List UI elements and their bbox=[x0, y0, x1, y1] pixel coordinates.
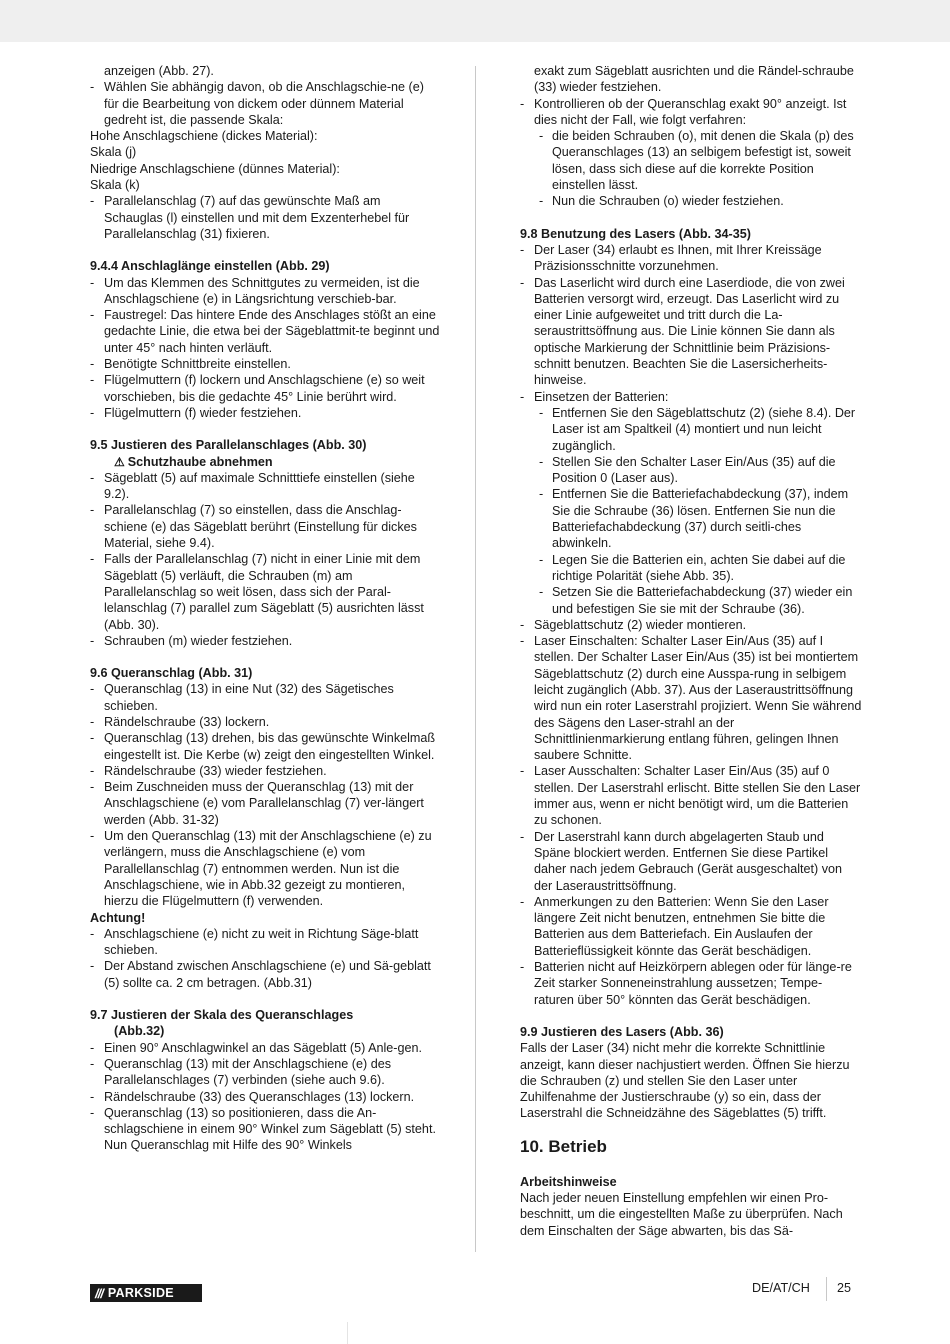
list-item: - Der Abstand zwischen Anschlagschiene (e) und Sä-geblatt (5) sollte ca. 2 cm betragen. (Abb.31) bbox=[90, 958, 440, 991]
section-heading: 9.9 Justieren des Lasers (Abb. 36) bbox=[520, 1024, 724, 1039]
bold-note: Achtung! bbox=[90, 910, 146, 925]
list-item: - Laser Ausschalten: Schalter Laser Ein/Aus (35) auf 0 stellen. Der Laserstrahl erlischt. Bitte stellen Sie den Laser immer aus, wenn er nicht benötigt wird, um die Batterien zu schonen. bbox=[520, 763, 862, 828]
paragraph: Nach jeder neuen Einstellung empfehlen wir einen Pro-beschnitt, um die eingestellten Maße zu überprüfen. Nach dem Einschalten der Säge abwarten, bis das Sä- bbox=[520, 1191, 843, 1238]
sub-list-item: - Legen Sie die Batterien ein, achten Sie dabei auf die richtige Polarität (siehe Abb. 35). bbox=[520, 552, 862, 585]
list-item: - Parallelanschlag (7) so einstellen, dass die Anschlag-schiene (e) das Sägeblatt berührt (Einstellung für dickes Material, siehe 9.4). bbox=[90, 502, 440, 551]
list-item: - Queranschlag (13) so positionieren, dass die An-schlagschiene in einem 90° Winkel zum Sägeblatt (5) steht. Nun Queranschlag mit Hilfe des 90° Winkels bbox=[90, 1105, 440, 1154]
list-item: - Faustregel: Das hintere Ende des Anschlages stößt an eine gedachte Linie, die etwa bei der Sägeblattmit-te beginnt und unter 45° nach hinten verläuft. bbox=[90, 307, 440, 356]
list-item: - Der Laserstrahl kann durch abgelagerten Staub und Späne blockiert werden. Entfernen Sie diese Partikel daher nach jedem Gebrauch (Gerät ausgeschaltet) von der Laseraustrittsöffnung. bbox=[520, 829, 862, 894]
sub-list-item: - Entfernen Sie die Batteriefachabdeckung (37), indem Sie die Schraube (36) lösen. Entfernen Sie nun die Batteriefachabdeckung (37) durch seitli-ches abwinkeln. bbox=[520, 486, 862, 551]
chapter-heading: 10. Betrieb bbox=[520, 1136, 607, 1156]
list-item: - Um den Queranschlag (13) mit der Anschlagschiene (e) zu verlängern, muss die Anschlagschiene (e) vom Parallellanschlag (7) entnommen werden. Nun ist die Anschlagschiene, wie in Abb.32 gezeigt zu montieren, hierzu die Flügelmuttern (f) verwenden. bbox=[90, 828, 440, 909]
continued-text: exakt zum Sägeblatt ausrichten und die Rändel-schraube (33) wieder festziehen. bbox=[534, 64, 854, 95]
column-divider bbox=[475, 66, 476, 1252]
section-heading: 9.5 Justieren des Parallelanschlages (Abb. 30) bbox=[90, 438, 367, 453]
list-item: - Queranschlag (13) drehen, bis das gewünschte Winkelmaß eingestellt ist. Die Kerbe (w) zeigt den eingestellten Winkel. bbox=[90, 730, 440, 763]
list-item: - Anmerkungen zu den Batterien: Wenn Sie den Laser längere Zeit nicht benutzen, entnehmen Sie bitte die Batterien aus dem Batteriefach. Ein Auslaufen der Batterieflüssigkeit könnte das Gerät beschädigen. bbox=[520, 894, 862, 959]
footer-separator bbox=[826, 1277, 827, 1301]
list-item: - Das Laserlicht wird durch eine Laserdiode, die von zwei Batterien versorgt wird, erzeugt. Das Laserlicht wird zu einer Linie aufgeweitet und tritt durch die La-seraustrittsöffnung aus. Die Linie können Sie dann als optische Markierung der Schnittlinie beim Präzisions-schnitt benutzen. Beachten Sie die Lasersicherheits-hinweise. bbox=[520, 275, 862, 389]
logo-stripes: /// bbox=[95, 1285, 103, 1301]
list-item: - Beim Zuschneiden muss der Queranschlag (13) mit der Anschlagschiene (e) vom Parallelanschlag (7) ver-längert werden (Abb. 31-32) bbox=[90, 779, 440, 828]
list-item: - Queranschlag (13) in eine Nut (32) des Sägetisches schieben. bbox=[90, 681, 440, 714]
subheading: Arbeitshinweise bbox=[520, 1174, 617, 1189]
paragraph: Skala (j) bbox=[90, 145, 137, 160]
continued-text: anzeigen (Abb. 27). bbox=[104, 64, 214, 78]
list-item: - Um das Klemmen des Schnittgutes zu vermeiden, ist die Anschlagschiene (e) in Längsrichtung verschieb-bar. bbox=[90, 275, 440, 308]
section-heading: 9.8 Benutzung des Lasers (Abb. 34-35) bbox=[520, 226, 751, 241]
paragraph: Skala (k) bbox=[90, 178, 140, 193]
sub-list-item: - die beiden Schrauben (o), mit denen die Skala (p) des Queranschlages (13) an selbigem befestigt ist, soweit lösen, dass sich diese auf die korrekte Position einstellen lässt. bbox=[520, 128, 862, 193]
list-item: - Flügelmuttern (f) lockern und Anschlagschiene (e) so weit vorschieben, bis die gedachte 45° Linie berührt wird. bbox=[90, 372, 440, 405]
list-item: - Laser Einschalten: Schalter Laser Ein/Aus (35) auf I stellen. Der Schalter Laser Ein/Aus (35) ist bei montiertem Sägeblattschutz (2) durch eine Ausspa-rung in selbigem leicht zugänglich (Abb. 37). Aus der Laseraustrittsöffnung wird nun ein roter Laserstrahl projiziert. Wenn Sie während des Sägens den Laser-strahl an der Schnittlinienmarkierung entlang führen, gelingen Ihnen saubere Schnitte. bbox=[520, 633, 862, 763]
list-item: - Sägeblatt (5) auf maximale Schnitttiefe einstellen (siehe 9.2). bbox=[90, 470, 440, 503]
section-heading: 9.7 Justieren der Skala des Queranschlages bbox=[90, 1008, 354, 1023]
top-bar bbox=[0, 0, 950, 42]
footer-language: DE/AT/CH bbox=[752, 1281, 810, 1295]
list-item: - Queranschlag (13) mit der Anschlagschiene (e) des Parallelanschlages (7) verbinden (siehe auch 9.6). bbox=[90, 1056, 440, 1089]
list-item: - Wählen Sie abhängig davon, ob die Anschlagschie-ne (e) für die Bearbeitung von dickem oder dünnem Material gedreht ist, die passende Skala: bbox=[90, 79, 440, 128]
list-item: - Falls der Parallelanschlag (7) nicht in einer Linie mit dem Sägeblatt (5) verläuft, die Schrauben (m) am Parallelanschlag so weit lösen, dass sich der Paral-lelanschlag (7) parallel zum Sägeblatt (5) ausrichten lässt (Abb. 30). bbox=[90, 551, 440, 632]
list-item: - Parallelanschlag (7) auf das gewünschte Maß am Schauglas (l) einstellen und mit dem Exzenterhebel für Parallelanschlag (31) fixieren. bbox=[90, 193, 440, 242]
warning-icon: ⚠ bbox=[114, 454, 125, 469]
list-item: - Rändelschraube (33) des Queranschlages (13) lockern. bbox=[90, 1089, 440, 1105]
parkside-logo bbox=[90, 1284, 202, 1302]
list-item: - Batterien nicht auf Heizkörpern ablegen oder für länge-re Zeit starker Sonneneinstrahlung aussetzen; Tempe-raturen über 50° könnten das Gerät beschädigen. bbox=[520, 959, 862, 1008]
list-item: - Schrauben (m) wieder festziehen. bbox=[90, 633, 440, 649]
right-column bbox=[520, 63, 862, 1239]
list-item: - Einsetzen der Batterien: bbox=[520, 389, 862, 405]
list-item: - Rändelschraube (33) lockern. bbox=[90, 714, 440, 730]
paragraph: Falls der Laser (34) nicht mehr die korrekte Schnittlinie anzeigt, kann dieser nachjustiert werden. Öffnen Sie hierzu die Schrauben (z) und stellen Sie den Laser unter Zuhilfenahme der Justierschraube (y) so ein, dass der Laserstrahl die Schneidzähne des Sägeblattes (5) trifft. bbox=[520, 1041, 850, 1121]
list-item: - Anschlagschiene (e) nicht zu weit in Richtung Säge-blatt schieben. bbox=[90, 926, 440, 959]
sub-list-item: - Entfernen Sie den Sägeblattschutz (2) (siehe 8.4). Der Laser ist am Spaltkeil (4) montiert und nun leicht zugänglich. bbox=[520, 405, 862, 454]
list-item: - Benötigte Schnittbreite einstellen. bbox=[90, 356, 440, 372]
page-number: 25 bbox=[837, 1281, 852, 1295]
section-heading: 9.6 Queranschlag (Abb. 31) bbox=[90, 666, 253, 681]
list-item: - Sägeblattschutz (2) wieder montieren. bbox=[520, 617, 862, 633]
list-item: - Der Laser (34) erlaubt es Ihnen, mit Ihrer Kreissäge Präzisionsschnitte vorzunehmen. bbox=[520, 242, 862, 275]
list-item: - Kontrollieren ob der Queranschlag exakt 90° anzeigt. Ist dies nicht der Fall, wie folgt verfahren: bbox=[520, 96, 862, 129]
sub-list-item: - Stellen Sie den Schalter Laser Ein/Aus (35) auf die Position 0 (Laser aus). bbox=[520, 454, 862, 487]
sub-list-item: - Setzen Sie die Batteriefachabdeckung (37) wieder ein und befestigen Sie sie mit der Schraube (36). bbox=[520, 584, 862, 617]
section-heading: 9.4.4 Anschlaglänge einstellen (Abb. 29) bbox=[90, 259, 330, 274]
warning-heading-text: Schutzhaube abnehmen bbox=[127, 454, 273, 469]
sub-list-item: - Nun die Schrauben (o) wieder festziehen. bbox=[520, 193, 862, 209]
warning-heading bbox=[90, 454, 440, 470]
list-item: - Einen 90° Anschlagwinkel an das Sägeblatt (5) Anle-gen. bbox=[90, 1040, 440, 1056]
logo-text: PARKSIDE bbox=[107, 1286, 174, 1300]
paragraph: Hohe Anschlagschiene (dickes Material): bbox=[90, 129, 318, 144]
list-item: - Flügelmuttern (f) wieder festziehen. bbox=[90, 405, 440, 421]
crop-mark bbox=[347, 1322, 348, 1344]
left-column bbox=[90, 63, 440, 1154]
paragraph: Niedrige Anschlagschiene (dünnes Material): bbox=[90, 161, 340, 176]
section-heading-cont: (Abb.32) bbox=[114, 1024, 165, 1039]
list-item: - Rändelschraube (33) wieder festziehen. bbox=[90, 763, 440, 779]
